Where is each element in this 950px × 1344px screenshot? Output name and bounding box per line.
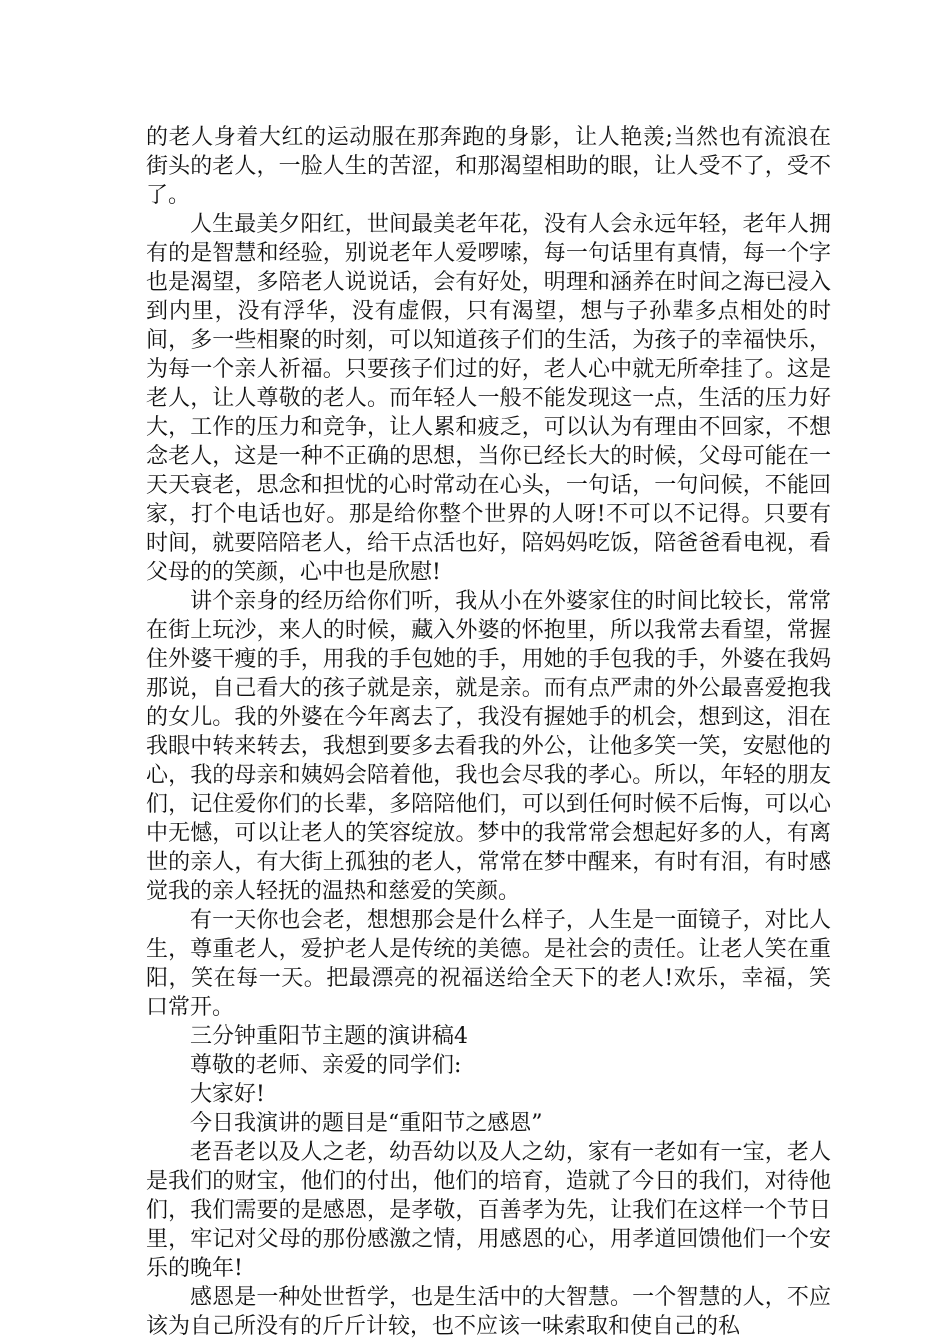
paragraph-2: 人生最美夕阳红，世间最美老年花，没有人会永远年轻，老年人拥有的是智慧和经验，别说老年人爱啰嗦，每一句话里有真情，每一个字也是渴望，多陪老人说说话，会有好处，明理和涵养在时间之海已浸入到内里，没有浮华，没有虚假，只有渴望，想与子孙辈多点相处的时间，多一些相聚的时刻，可以知道孩子们的生活，为孩子的幸福快乐，为每一个亲人祈福。只要孩子们过的好，老人心中就无所牵挂了。这是老人，让人尊敬的老人。而年轻人一般不能发现这一点，生活的压力好大，工作的压力和竞争，让人累和疲乏，可以认为有理由不回家，不想念老人，这是一种不正确的思想，当你已经长大的时候，父母可能在一天天衰老，思念和担忧的心时常动在心头，一句话，一句问候，不能回家，打个电话也好。那是给你整个世界的人呀!不可以不记得。只要有时间，就要陪陪老人，给干点活也好，陪妈妈吃饭，陪爸爸看电视，看父母的的笑颜，心中也是欣慰! [146,212,831,585]
document-page [146,123,831,1341]
paragraph-1: 的老人身着大红的运动服在那奔跑的身影，让人艳羡;当然也有流浪在街头的老人，一脸人生的苦涩，和那渴望相助的眼，让人受不了，受不了。 [146,125,831,208]
paragraph-4: 有一天你也会老，想想那会是什么样子，人生是一面镜子，对比人生，尊重老人，爱护老人是传统的美德。是社会的责任。让老人笑在重阳，笑在每一天。把最漂亮的祝福送给全天下的老人!欢乐，幸福，笑口常开。 [146,908,831,1020]
paragraph-3: 讲个亲身的经历给你们听，我从小在外婆家住的时间比较长，常常在街上玩沙，来人的时候，藏入外婆的怀抱里，所以我常去看望，常握住外婆干瘦的手，用我的手包她的手，用她的手包我的手，外婆在我妈那说，自己看大的孩子就是亲，就是亲。而有点严肃的外公最喜爱抱我的女儿。我的外婆在今年离去了，我没有握她手的机会，想到这，泪在我眼中转来转去，我想到要多去看我的外公，让他多笑一笑，安慰他的心，我的母亲和姨妈会陪着他，我也会尽我的孝心。所以，年轻的朋友们，记住爱你们的长辈，多陪陪他们，可以到任何时候不后悔，可以心中无憾，可以让老人的笑容绽放。梦中的我常常会想起好多的人，有离世的亲人，有大街上孤独的老人，常常在梦中醒来，有时有泪，有时感觉我的亲人轻抚的温热和慈爱的笑颜。 [146,589,831,904]
paragraph-9: 老吾老以及人之老，幼吾幼以及人之幼，家有一老如有一宝，老人是我们的财宝，他们的付出，他们的培育，造就了今日的我们，对待他们，我们需要的是感恩，是孝敬，百善孝为先，让我们在这样一个节日里，牢记对父母的那份感激之情，用感恩的心，用孝道回馈他们一个安乐的晚年! [146,1140,831,1281]
speech-topic: 今日我演讲的题目是“重阳节之感恩” [190,1111,543,1136]
section-title: 三分钟重阳节主题的演讲稿4 [190,1024,468,1049]
greeting: 大家好! [190,1082,265,1107]
paragraph-10: 感恩是一种处世哲学，也是生活中的大智慧。一个智慧的人，不应该为自己所没有的斤斤计较，也不应该一味索取和使自己的私 [146,1285,831,1339]
salutation: 尊敬的老师、亲爱的同学们: [190,1053,462,1078]
